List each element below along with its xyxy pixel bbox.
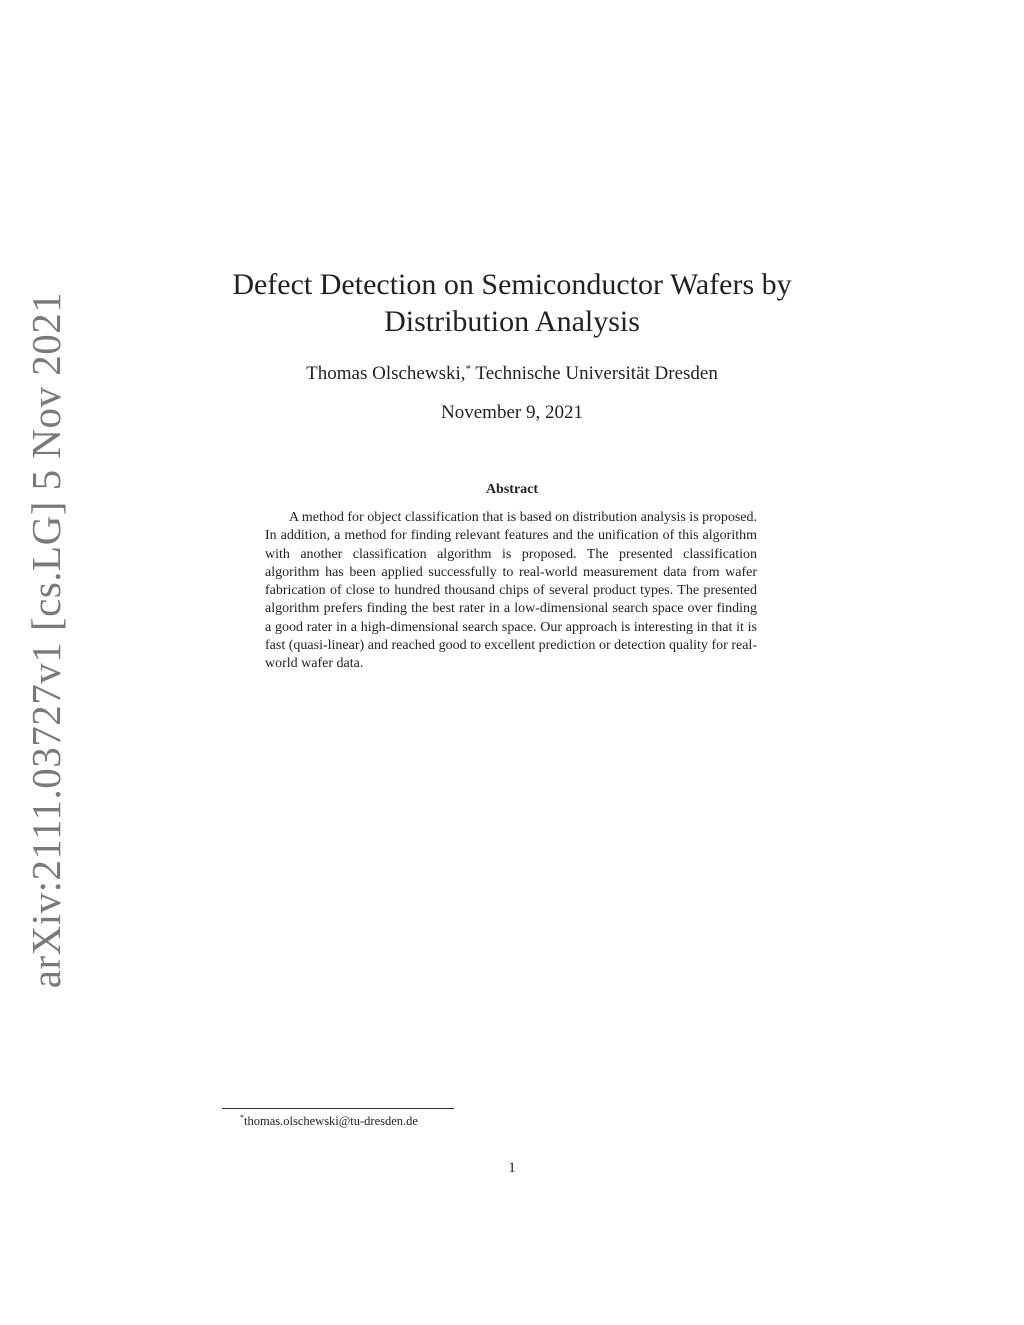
abstract-text: A method for object classification that is based on distribution analysis is proposed. In addition, a method for finding relevant features and the unification of this algorithm with another classification algorithm is proposed. The presented classification algorithm has been applied successfully to real-world measurement data from wafer fabrication of close to hundred thousand chips of several product types. The presented algorithm prefers finding the best rater in a low-dimensional search space over finding a good rater in a high-dimensional search space. Our approach is interesting in that it is fast (quasi-linear) and reached good to excellent prediction or detection quality for real-world wafer data. (265, 510, 757, 672)
title-line-1: Defect Detection on Semiconductor Wafers by (232, 268, 792, 301)
page-number: 1 (508, 1160, 516, 1176)
footnote-mark: * (240, 1113, 244, 1122)
abstract-heading: Abstract (485, 482, 539, 497)
arxiv-identifier-stamp: arXiv:2111.03727v1 [cs.LG] 5 Nov 2021 (23, 291, 69, 989)
footnote-divider (222, 1108, 454, 1109)
author-footnote-mark: * (465, 363, 472, 375)
title-line-2: Distribution Analysis (384, 305, 640, 338)
publication-date: November 9, 2021 (441, 402, 583, 423)
author-name: Thomas Olschewski, (306, 363, 466, 384)
author-line (0, 363, 1024, 385)
footnote-email: thomas.olschewski@tu-dresden.de (244, 1114, 418, 1128)
footnote (240, 1113, 418, 1129)
paper-title (0, 266, 1024, 340)
author-affiliation: Technische Universität Dresden (471, 363, 718, 384)
